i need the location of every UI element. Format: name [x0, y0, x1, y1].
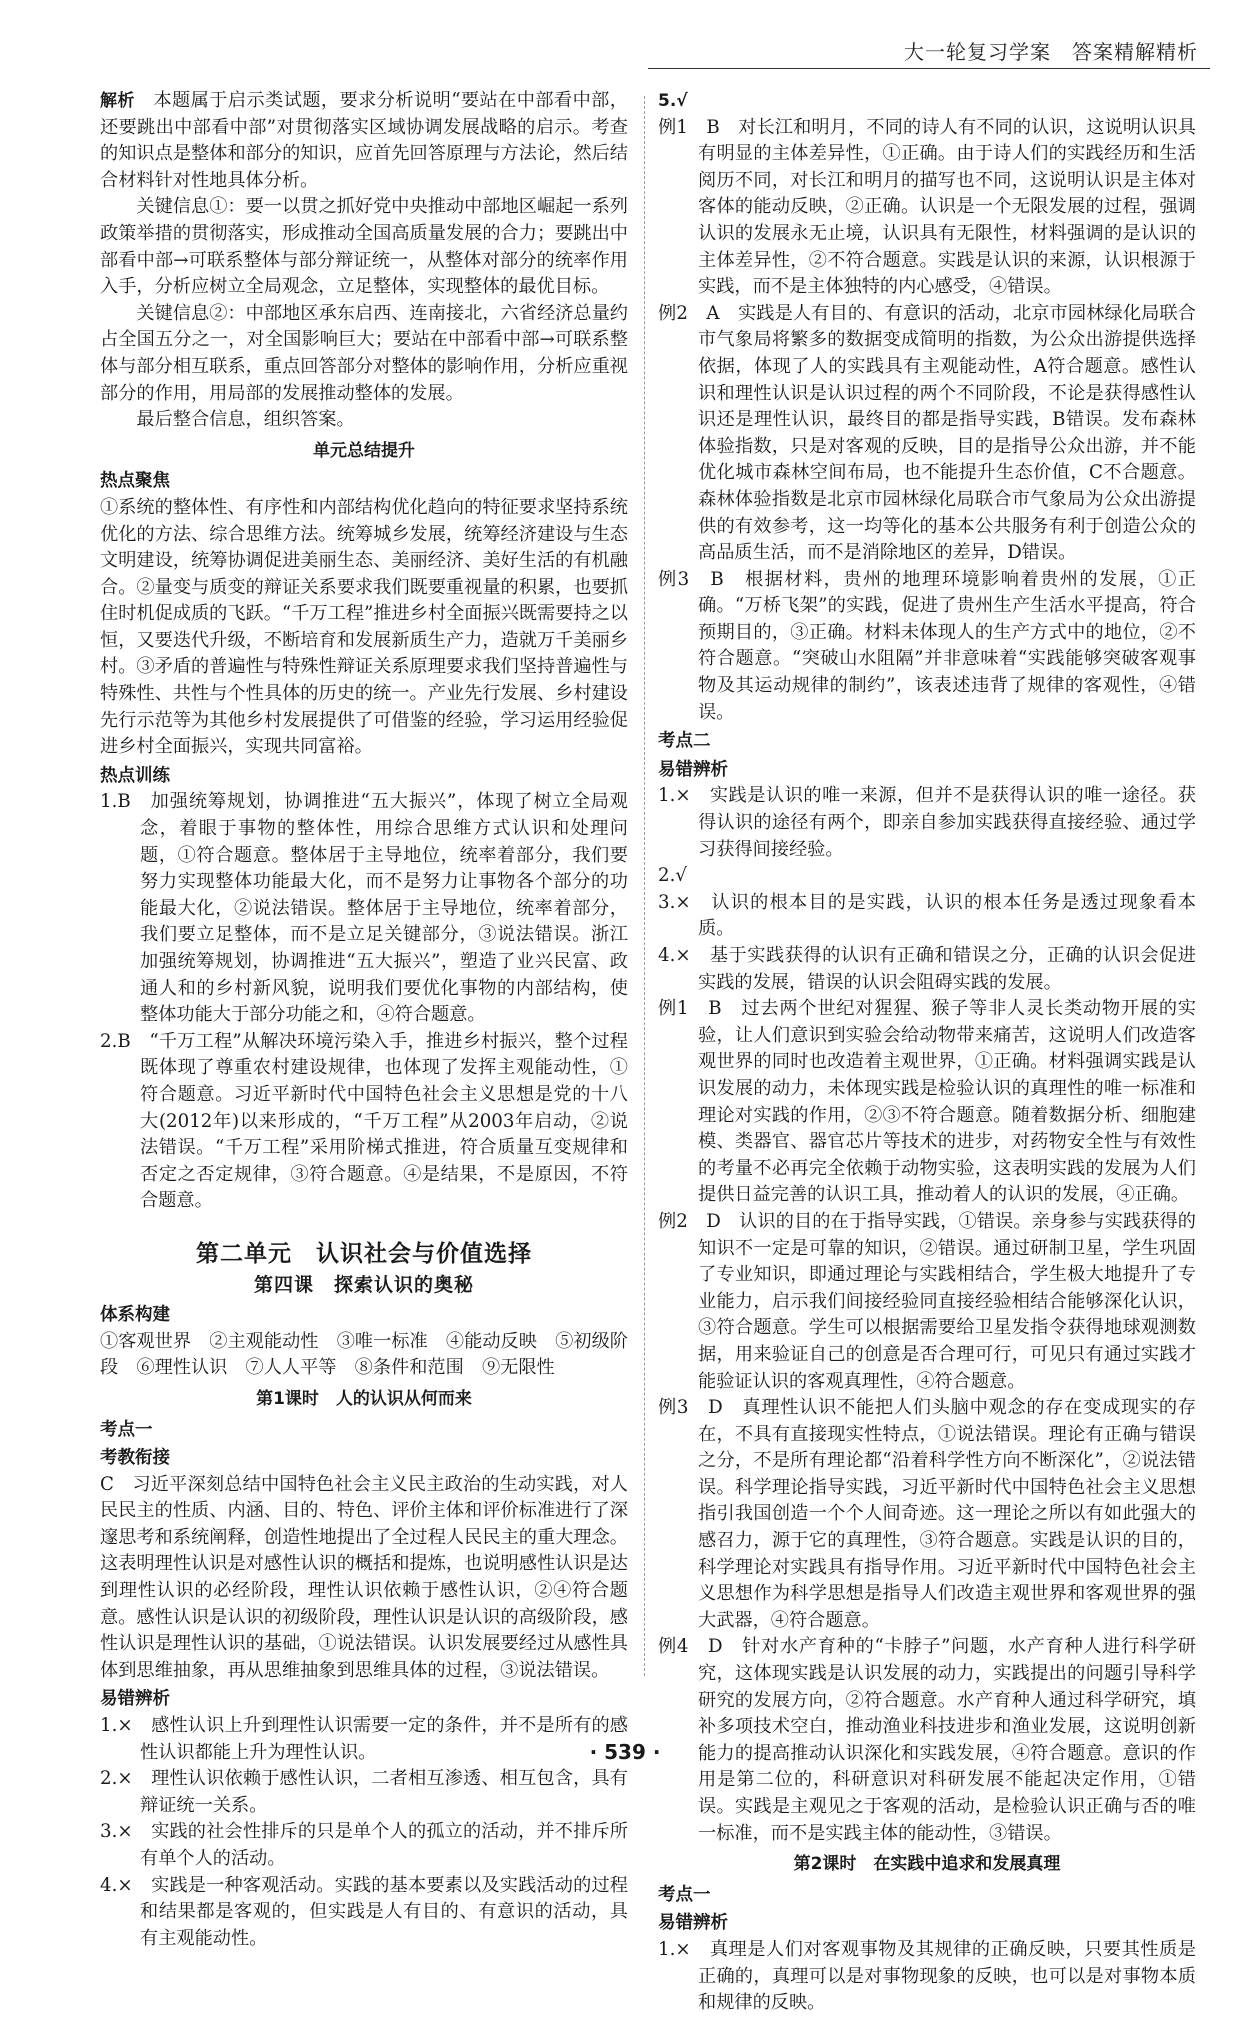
errors2-title: 易错辨析 — [658, 1913, 728, 1934]
error-item: 4.× 实践是一种客观活动。实践的基本要素以及实践活动的过程和结果都是客观的，但实践是人有目的、有意识的活动，具有主观能动性。 — [100, 1874, 628, 1949]
right-column — [658, 88, 1196, 2017]
page-header — [0, 28, 1250, 68]
point-2-title: 考点二 — [658, 731, 711, 752]
column-divider — [644, 96, 645, 1676]
key-info-1: 关键信息①：要一以贯之抓好党中央推动中部地区崛起一系列政策举措的贯彻落实，形成推动全国高质量发展的合力；要跳出中部看中部→可联系整体与部分辩证统一，从整体对部分的统率作用入手，分析应树立全局观念，立足整体，实现整体的最优目标。 — [100, 196, 628, 298]
error-item: 2.√ — [658, 865, 687, 887]
system-text: ①客观世界 ②主观能动性 ③唯一标准 ④能动反映 ⑤初级阶段 ⑥理性认识 ⑦人人平等 ⑧条件和范围 ⑨无限性 — [100, 1330, 628, 1379]
hot-training-title: 热点训练 — [100, 765, 170, 786]
point-1-title: 考点一 — [100, 1419, 153, 1440]
point-1b-title: 考点一 — [658, 1884, 711, 1905]
example-1: 例1 B 对长江和明月，不同的诗人有不同的认识，这说明认识具有明显的主体差异性，①正确。由于诗人们的实践经历和生活阅历不同，对长江和明月的描写也不同，这说明认识是主体对客体的能动反映，②正确。认识是一个无限发展的过程，强调认识的发展永无止境，认识具有无限性，材料强调的是认识的主体差异性，②不符合题意。实践是认识的来源，认识根源于实践，而不是主体独特的内心感受，④错误。 — [658, 116, 1196, 298]
example-3b: 例3 D 真理性认识不能把人们头脑中观念的存在变成现实的存在，不具有直接现实性特点，①说法错误。理论有正确与错误之分，不是所有理论都“沿着科学性方向不断深化”，②说法错误。科学理论指导实践，习近平新时代中国特色社会主义思想指引我国创造一个个人间奇迹。这一理论之所以有如此强大的感召力，源于它的真理性，③符合题意。实践是认识的目的，科学理论对实践具有指导作用。习近平新时代中国特色社会主义思想作为科学思想是指导人们改造主观世界和客观世界的强大武器，④符合题意。 — [658, 1397, 1196, 1631]
error-item: 1.× 感性认识上升到理性认识需要一定的条件，并不是所有的感性认识都能上升为理性认识。 — [100, 1715, 628, 1763]
hot-focus-text: ①系统的整体性、有序性和内部结构优化趋向的特征要求坚持系统优化的方法、综合思维方法。统筹城乡发展，统筹经济建设与生态文明建设，统筹协调促进美丽生态、美丽经济、美好生活的有机融合。②量变与质变的辩证关系要求我们既要重视量的积累，也要抓住时机促成质的飞跃。“千万工程”推进乡村全面振兴既需要持之以恒，又要迭代升级，不断培育和发展新质生产力，造就万千美丽乡村。③矛盾的普遍性与特殊性辩证关系原理要求我们坚持普遍性与特殊性、共性与个性具体的历史的统一。产业先行发展、乡村建设先行示范等为其他乡村发展提供了可借鉴的经验，学习运用经验促进乡村全面振兴，实现共同富裕。 — [100, 496, 628, 758]
item-5: 5.√ — [658, 91, 688, 111]
error-item: 2.× 理性认识依赖于感性认识，二者相互渗透、相互包含，具有辩证统一关系。 — [100, 1768, 628, 1816]
system-title: 体系构建 — [100, 1305, 170, 1326]
left-column — [100, 88, 628, 1952]
example-2b: 例2 D 认识的目的在于指导实践，①错误。亲身参与实践获得的知识不一定是可靠的知识，②错误。通过研制卫星，学生巩固了专业知识，即通过理论与实践相结合，学生极大地提升了专业能力，启示我们间接经验同直接经验相结合能够深化认识，③符合题意。学生可以根据需要给卫星发指令获得地球观测数据，用来验证自己的创意是否合理可行，可见只有通过实践才能验证认识的客观真理性，④符合题意。 — [658, 1210, 1196, 1392]
period-1-title: 第1课时 人的认识从何而来 — [256, 1388, 472, 1409]
hot-focus-title: 热点聚焦 — [100, 471, 170, 492]
exam-link-title: 考教衔接 — [100, 1448, 170, 1469]
period-2-title: 第2课时 在实践中追求和发展真理 — [793, 1854, 1061, 1875]
error-item: 1.× 真理是人们对客观事物及其规律的正确反映，只要其性质是正确的，真理可以是对事物现象的反映，也可以是对事物本质和规律的反映。 — [658, 1938, 1196, 2014]
exam-link-text: C 习近平深刻总结中国特色社会主义民主政治的生动实践，对人民民主的性质、内涵、目的、特色、评价主体和评价标准进行了深邃思考和系统阐释，创造性地提出了全过程人民民主的重大理念。这表明理性认识是对感性认识的概括和提炼，也说明感性认识是达到理性认识的必经阶段，理性认识依赖于感性认识，②④符合题意。感性认识是认识的初级阶段，理性认识是认识的高级阶段，感性认识是理性认识的基础，①说法错误。认识发展要经过从感性具体到思维抽象，再从思维抽象到思维具体的过程，③说法错误。 — [100, 1473, 628, 1681]
analysis-label: 解析 — [100, 91, 135, 111]
training-answer-1: 1.B 加强统筹规划，协调推进“五大振兴”，体现了树立全局观念，着眼于事物的整体性，用综合思维方式认识和处理问题，①符合题意。整体居于主导地位，统率着部分，我们要努力实现整体功能最大化，而不是努力让事物各个部分的功能最大化，②说法错误。整体居于主导地位，统率着部分，我们要立足整体，而不是立足关键部分，③说法错误。浙江加强统筹规划，协调推进“五大振兴”，塑造了业兴民富、政通人和的乡村新风貌，说明我们要优化事物的内部结构，使整体功能大于部分功能之和，④符合题意。 — [100, 791, 628, 1026]
errors-title-right: 易错辨析 — [658, 759, 728, 780]
example-1b: 例1 B 过去两个世纪对猩猩、猴子等非人灵长类动物开展的实验，让人们意识到实验会给动物带来痛苦，这说明人们改造客观世界的同时也改造着主观世界，①正确。材料强调实践是认识发展的动力，未体现实践是检验认识的真理性的唯一标准和理论对实践的作用，②③不符合题意。随着数据分析、细胞建模、类器官、器官芯片等技术的进步，对药物安全性与有效性的考量不必再完全依赖于动物实验，这表明实践的发展为人们提供日益完善的认识工具，推动着人的认识的发展，④正确。 — [658, 998, 1196, 1206]
example-3: 例3 B 根据材料，贵州的地理环境影响着贵州的发展，①正确。“万桥飞架”的实践，促进了贵州生产生活水平提高，符合预期目的，③正确。材料未体现人的生产方式中的地位，②不符合题意。“突破山水阻隔”并非意味着“实践能够突破客观事物及其运动规律的制约”，该表述违背了规律的客观性，④错误。 — [658, 568, 1196, 723]
analysis-paragraph — [100, 88, 628, 194]
header-title: 大一轮复习学案 答案精解精析 — [904, 40, 1198, 64]
final-note: 最后整合信息，组织答案。 — [136, 409, 355, 431]
lesson-title: 第四课 探索认识的奥秘 — [253, 1273, 474, 1296]
unit-title: 第二单元 认识社会与价值选择 — [196, 1240, 532, 1267]
error-item: 3.× 实践的社会性排斥的只是单个人的孤立的活动，并不排斥所有单个人的活动。 — [100, 1821, 628, 1869]
header-rule — [648, 68, 1210, 69]
example-2: 例2 A 实践是人有目的、有意识的活动，北京市园林绿化局联合市气象局将繁多的数据变成简明的指数，为公众出游提供选择依据，体现了人的实践具有主观能动性，A符合题意。感性认识和理性认识是认识过程的两个不同阶段，不论是获得感性认识还是理性认识，最终目的都是指导实践，B错误。发布森林体验指数，只是对客观的反映，目的是指导公众出游，并不能优化城市森林空间布局，也不能提升生态价值，C不合题意。森林体验指数是北京市园林绿化局联合市气象局为公众出游提供的有效参考，这一均等化的基本公共服务有利于创造公众的高品质生活，而不是消除地区的差异，D错误。 — [658, 302, 1196, 564]
errors-title-left: 易错辨析 — [100, 1689, 170, 1710]
error-item: 1.× 实践是认识的唯一来源，但并不是获得认识的唯一途径。获得认识的途径有两个，即亲自参加实践获得直接经验、通过学习获得间接经验。 — [658, 785, 1196, 860]
page-number: · 539 · — [589, 1740, 661, 1764]
error-item: 3.× 认识的根本目的是实践，认识的根本任务是透过现象看本质。 — [658, 891, 1196, 940]
error-item: 4.× 基于实践获得的认识有正确和错误之分，正确的认识会促进实践的发展，错误的认识会阻碍实践的发展。 — [658, 945, 1196, 993]
example-4b: 例4 D 针对水产育种的“卡脖子”问题，水产育种人进行科学研究，这体现实践是认识发展的动力，实践提出的问题引导科学研究的发展方向，②符合题意。水产育种人通过科学研究，填补多项技术空白，推动渔业科技进步和渔业发展，这说明创新能力的提高推动认识深化和实践发展，④符合题意。意识的作用是第二位的，科研意识对科研发展不能起决定作用，①错误。实践是主观见之于客观的活动，是检验认识正确与否的唯一标准，而不是实践主体的能动性，③错误。 — [658, 1636, 1196, 1844]
unit-summary-title: 单元总结提升 — [313, 440, 415, 461]
key-info-2: 关键信息②：中部地区承东启西、连南接北，六省经济总量约占全国五分之一，对全国影响巨大；要站在中部看中部→可联系整体与部分相互联系，重点回答部分对整体的影响作用，分析应重视部分的作用，用局部的发展推动整体的发展。 — [100, 302, 628, 404]
training-answer-2: 2.B “千万工程”从解决环境污染入手，推进乡村振兴，整个过程既体现了尊重农村建设规律，也体现了发挥主观能动性，①符合题意。习近平新时代中国特色社会主义思想是党的十八大(2012年)以来形成的，“千万工程”从2003年启动，②说法错误。“千万工程”采用阶梯式推进，符合质量互变规律和否定之否定规律，③符合题意。④是结果，不是原因，不符合题意。 — [100, 1030, 628, 1212]
analysis-text: 本题属于启示类试题，要求分析说明“要站在中部看中部，还要跳出中部看中部”对贯彻落实区域协调发展战略的启示。考查的知识点是整体和部分的知识，应首先回答原理与方法论，然后结合材料针对性地具体分析。 — [100, 90, 628, 191]
